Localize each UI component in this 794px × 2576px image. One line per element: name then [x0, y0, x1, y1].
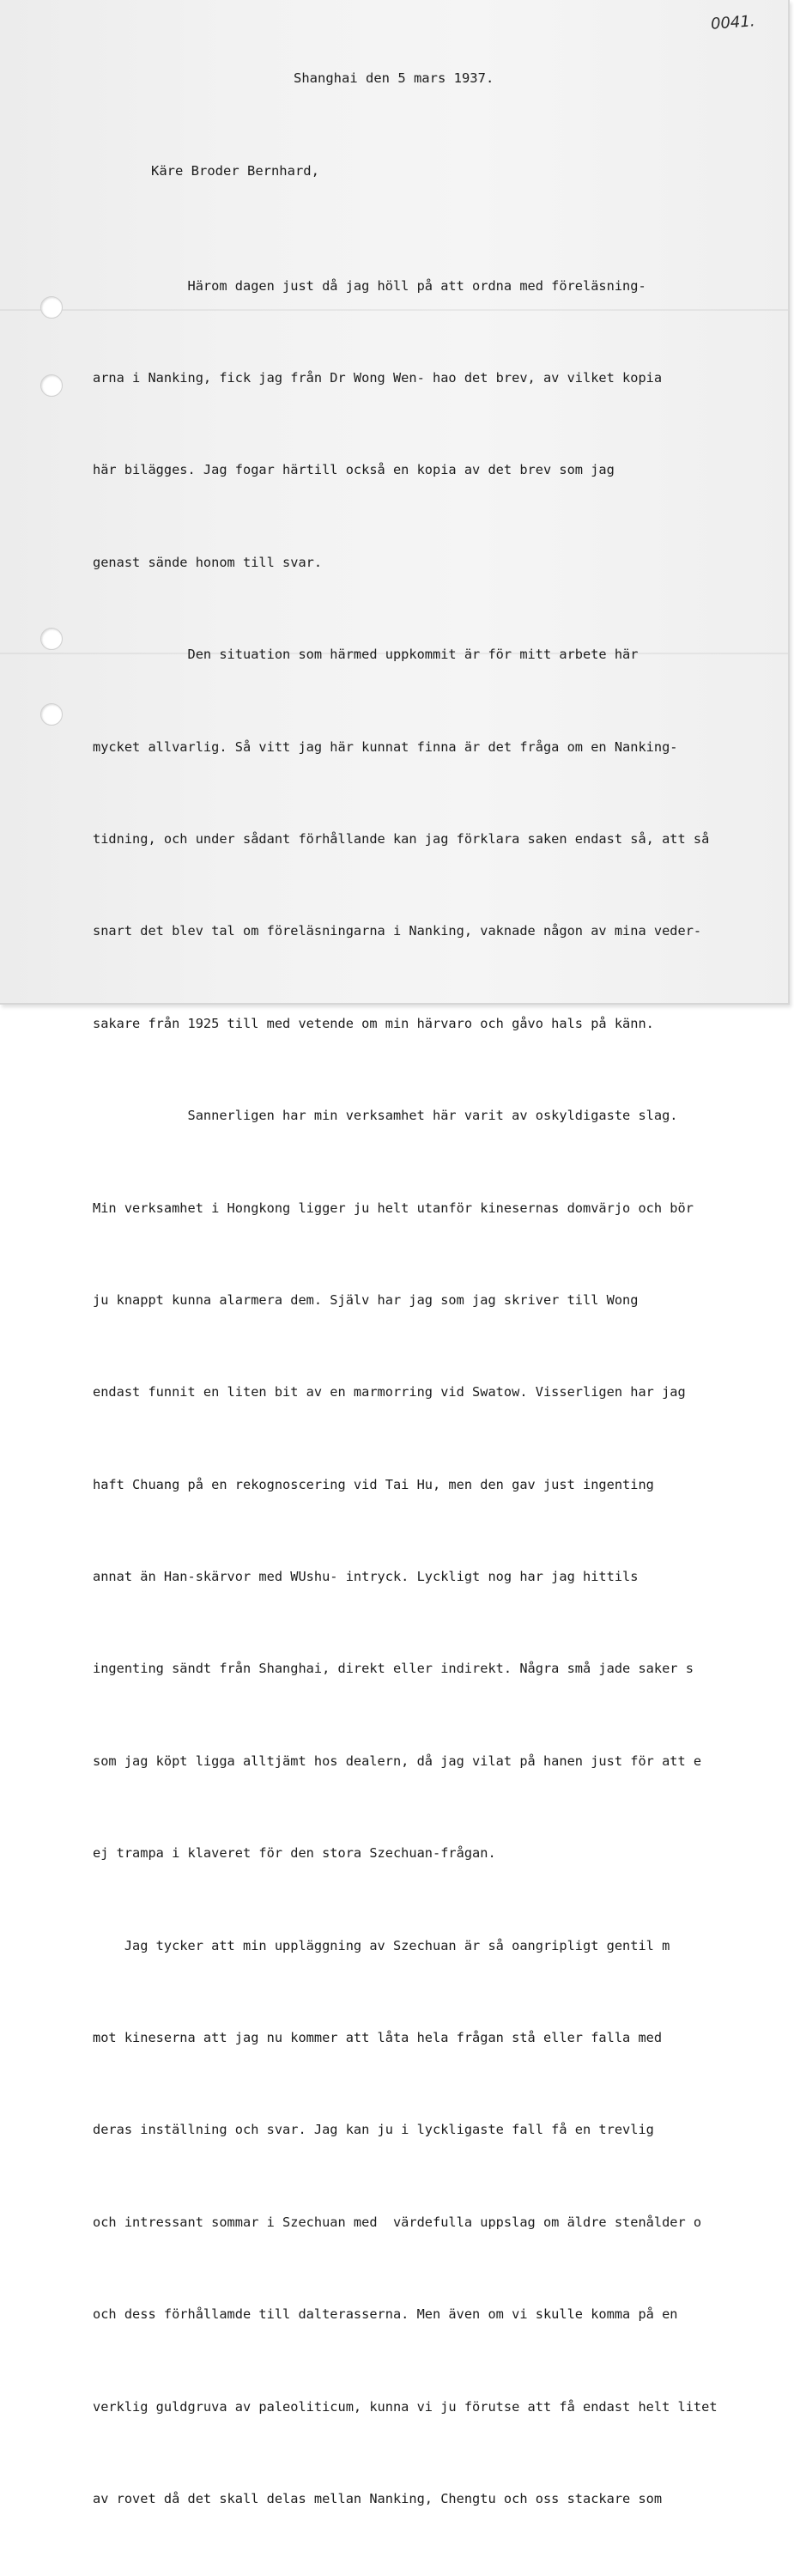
salutation: Käre Broder Bernhard, [151, 163, 319, 179]
body-line: Jag tycker att min uppläggning av Szechuan är så oangripligt gentil m [93, 1937, 670, 1953]
body-line: genast sände honom till svar. [93, 554, 323, 570]
body-line: här bilägges. Jag fogar härtill också en kopia av det brev som jag [93, 462, 615, 478]
body-line: haft Chuang på en rekognoscering vid Tai Hu, men den gav just ingenting [93, 1476, 654, 1492]
body-line: snart det blev tal om föreläsningarna i Nanking, vaknade någon av mina veder- [93, 923, 702, 939]
body-line: Härom dagen just då jag höll på att ordna med föreläsning- [93, 277, 646, 294]
body-line: tidning, och under sådant förhållande kan jag förklara saken endast så, att så [93, 830, 710, 847]
body-line: deras inställning och svar. Jag kan ju i lyckligaste fall få en trevlig [93, 2122, 654, 2138]
body-line: Sannerligen har min verksamhet här varit av oskyldigaste slag. [93, 1108, 678, 1124]
punch-hole [40, 703, 63, 726]
body-line: mycket allvarlig. Så vitt jag här kunnat finna är det fråga om en Nanking- [93, 738, 678, 755]
punch-hole [40, 296, 63, 319]
body-line: ju knappt kunna alarmera dem. Själv har jag som jag skriver till Wong [93, 1291, 639, 1308]
body-line: verklig guldgruva av paleoliticum, kunna vi ju förutse att få endast helt litet [93, 2398, 718, 2415]
punch-hole [40, 374, 63, 397]
letter-body [93, 210, 788, 2576]
body-line: som jag köpt ligga alltjämt hos dealern, då jag vilat på hanen just för att e [93, 1753, 702, 1769]
body-line: annat än Han-skärvor med WUshu- intryck. Lyckligt nog har jag hittils [93, 1569, 639, 1585]
body-line: Min verksamhet i Hongkong ligger ju helt utanför kinesernas domvärjo och bör [93, 1200, 694, 1216]
body-line: och dess förhållamde till dalterasserna. Men även om vi skulle komma på en [93, 2306, 678, 2323]
body-line: ej trampa i klaveret för den stora Szechuan-frågan. [93, 1845, 496, 1862]
body-line: arna i Nanking, fick jag från Dr Wong Wen- hao det brev, av vilket kopia [93, 369, 663, 386]
body-line: ingenting sändt från Shanghai, direkt eller indirekt. Några små jade saker s [93, 1661, 694, 1677]
body-line: endast funnit en liten bit av en marmorring vid Swatow. Visserligen har jag [93, 1384, 686, 1400]
punch-hole [40, 628, 63, 650]
body-line: av rovet då det skall delas mellan Nanking, Chengtu och oss stackare som [93, 2490, 663, 2506]
body-line: mot kineserna att jag nu kommer att låta hela frågan stå eller falla med [93, 2030, 663, 2046]
body-line: och intressant sommar i Szechuan med värdefulla uppslag om äldre stenålder o [93, 2214, 702, 2230]
archive-number: 0041. [710, 12, 756, 33]
body-line: sakare från 1925 till med vetende om min härvaro och gåvo hals på känn. [93, 1015, 654, 1031]
body-line: Den situation som härmed uppkommit är för mitt arbete här [93, 647, 639, 663]
dateline: Shanghai den 5 mars 1937. [294, 70, 494, 86]
